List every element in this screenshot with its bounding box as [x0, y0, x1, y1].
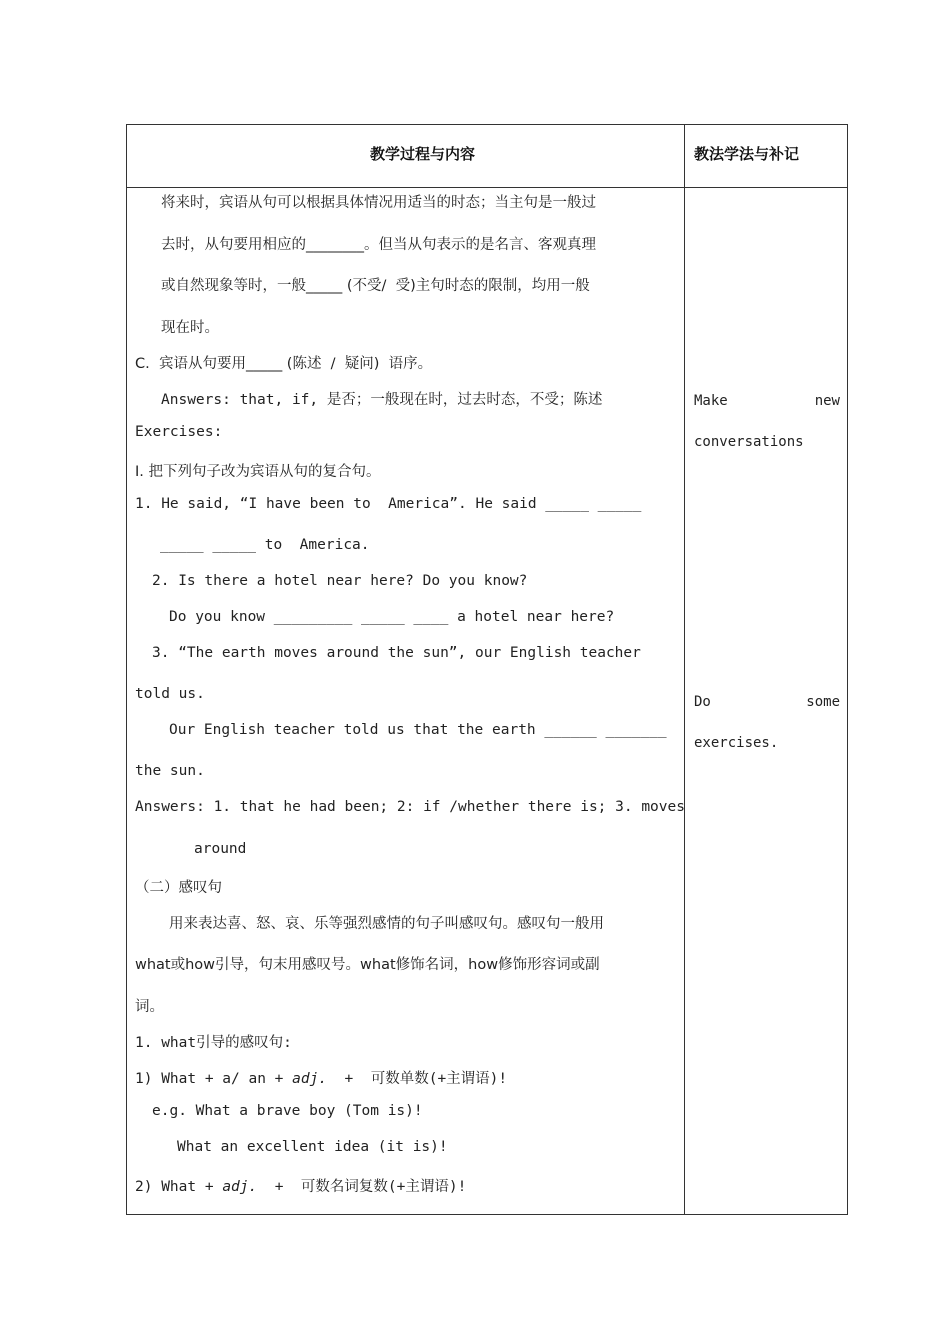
example-line: e.g. What a brave boy (Tom is)!: [152, 1103, 423, 1119]
answers-line: Answers: 1. that he had been; 2: if /whether there is; 3. moves: [135, 799, 685, 815]
text-line: 用来表达喜、怒、哀、乐等强烈感情的句子叫感叹句。感叹句一般用: [169, 916, 604, 932]
text-line: what或how引导，句末用感叹号。what修饰名词，how修饰形容词或副: [135, 957, 600, 973]
note-word: Make: [694, 393, 728, 409]
header-process-content: 教学过程与内容: [370, 145, 476, 163]
exercises-heading: Exercises:: [135, 424, 223, 440]
text-line: 将来时，宾语从句可以根据具体情况用适当的时态；当主句是一般过: [161, 195, 596, 211]
exercise-item: 3. “The earth moves around the sun”, our English teacher: [152, 645, 641, 661]
example-line: What an excellent idea (it is)!: [177, 1139, 448, 1155]
adj-italic: adj.: [292, 1071, 328, 1087]
lesson-table: [126, 124, 848, 1215]
exercise-item: the sun.: [135, 763, 205, 779]
exercise-item: 2. Is there a hotel near here? Do you know?: [152, 573, 528, 589]
adj-italic: adj.: [222, 1179, 258, 1195]
note-word: Do: [694, 694, 711, 710]
rule-text: 1) What + a/ an +: [135, 1071, 293, 1087]
answers-line: Answers: that, if, 是否；一般现在时，过去时态，不受；陈述: [161, 392, 603, 408]
note-exercises: exercises.: [694, 735, 779, 751]
rule-line: [135, 1067, 507, 1088]
text-line: 或自然现象等时，一般_____ (不受/ 受)主句时态的限制，均用一般: [161, 278, 590, 294]
note-conversations: conversations: [694, 434, 804, 450]
rule-heading: 1. what引导的感叹句:: [135, 1035, 292, 1051]
note-word: some: [806, 694, 840, 710]
exercise-item: told us.: [135, 686, 205, 702]
rule-text: + 可数名词复数(+主谓语)!: [257, 1179, 467, 1195]
answers-line: around: [194, 841, 247, 857]
text-line: 现在时。: [161, 320, 219, 336]
column-divider: [684, 125, 685, 1214]
exercise-item: _____ _____ to America.: [160, 537, 370, 553]
exercise-item: 1. He said, “I have been to America”. He said _____ _____: [135, 496, 642, 512]
text-line: 词。: [135, 999, 164, 1015]
exercise-item: Do you know _________ _____ ____ a hotel near here?: [169, 609, 615, 625]
section-heading: （二）感叹句: [135, 880, 222, 896]
note-make-new: [694, 393, 840, 409]
note-do-some: [694, 694, 840, 710]
note-word: new: [814, 393, 840, 409]
text-line: 去时，从句要用相应的________。但当从句表示的是名言、客观真理: [161, 237, 596, 253]
exercise-instruction: Ⅰ. 把下列句子改为宾语从句的复合句。: [135, 464, 381, 480]
header-divider: [127, 187, 847, 188]
rule-text: + 可数单数(+主谓语)!: [327, 1071, 508, 1087]
rule-line: [135, 1175, 466, 1196]
exercise-item: Our English teacher told us that the earth ______ _______: [169, 722, 667, 738]
header-method-notes: 教法学法与补记: [694, 145, 800, 163]
rule-text: 2) What +: [135, 1179, 223, 1195]
text-line: C. 宾语从句要用_____ (陈述 / 疑问) 语序。: [135, 356, 433, 372]
